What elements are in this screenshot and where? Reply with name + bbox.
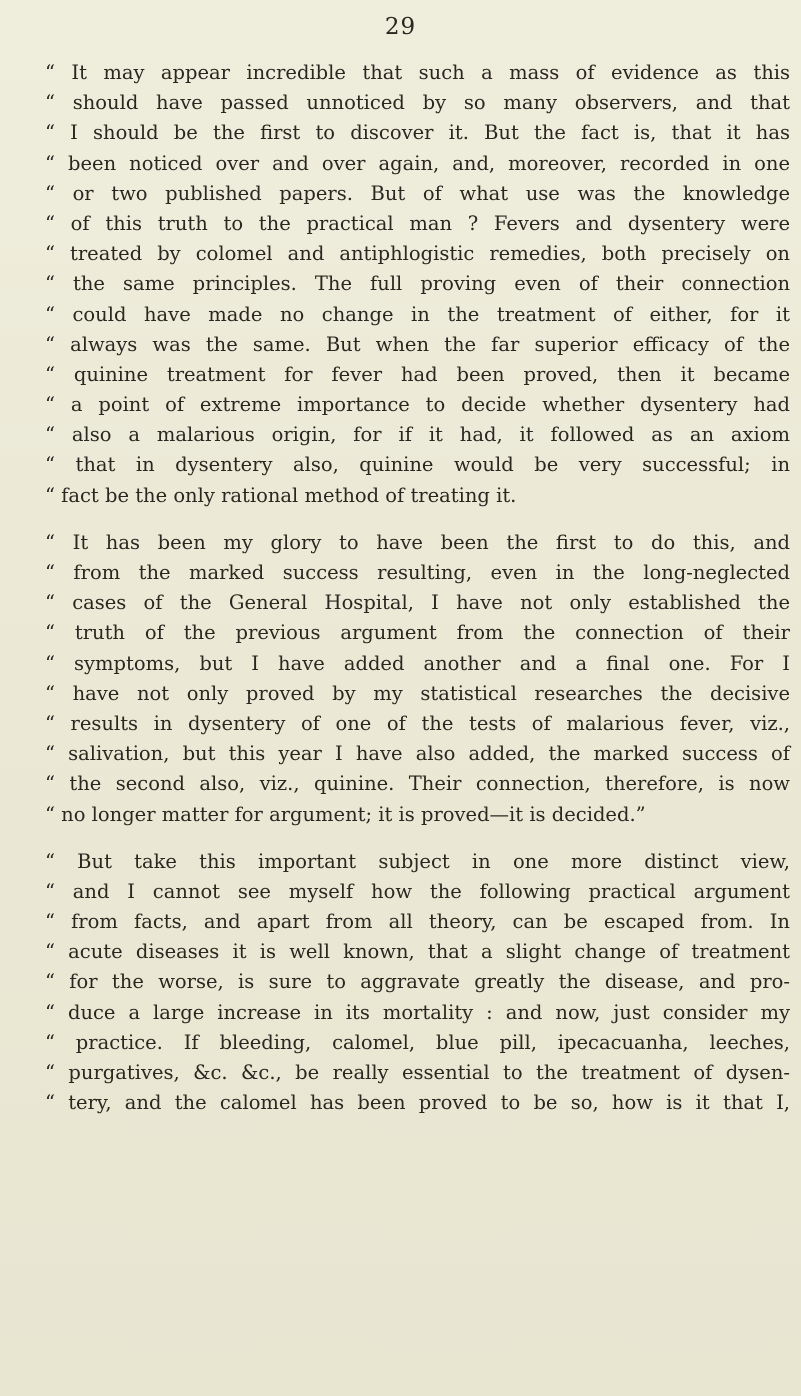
text-line: “ should have passed unnoticed by so many observers, and that (45, 91, 790, 115)
text-line: “ that in dysentery also, quinine would be very successful; in (45, 453, 790, 477)
text-line: “ But take this important subject in one more distinct view, (45, 849, 790, 873)
text-line: “ salivation, but this year I have also added, the marked success of (45, 742, 790, 766)
text-line: “ also a malarious origin, for if it had, it followed as an axiom (45, 423, 790, 447)
text-line: “ fact be the only rational method of treating it. (45, 483, 517, 507)
text-line: “ a point of extreme importance to decide whether dysentery had (45, 393, 790, 417)
text-line: “ could have made no change in the treatment of either, for it (45, 302, 790, 326)
text-line: “ purgatives, &c. &c., be really essential to the treatment of dysen- (45, 1061, 790, 1084)
text-line: “ truth of the previous argument from the connection of their (45, 621, 790, 645)
text-line: “ symptoms, but I have added another and a final one. For I (45, 651, 790, 675)
text-line: “ no longer matter for argument; it is proved—it is decided.” (45, 802, 646, 826)
paragraph-3 (45, 847, 790, 1119)
text-line: “ from the marked success resulting, even in the long-neglected (45, 561, 790, 584)
text-line: “ quinine treatment for fever had been proved, then it became (45, 362, 790, 386)
text-line: “ I should be the first to discover it. But the fact is, that it has (45, 121, 790, 145)
text-line: “ the second also, viz., quinine. Their connection, therefore, is now (45, 772, 790, 796)
text-line: “ cases of the General Hospital, I have not only established the (45, 591, 790, 615)
text-line: “ tery, and the calomel has been proved to be so, how is it that I, (45, 1091, 790, 1115)
body-text (45, 58, 790, 1135)
text-line: “ have not only proved by my statistical researches the decisive (45, 681, 790, 705)
text-line: “ practice. If bleeding, calomel, blue pill, ipecacuanha, leeches, (45, 1030, 790, 1054)
text-line: “ of this truth to the practical man ? Fevers and dysentery were (45, 211, 790, 235)
text-line: “ always was the same. But when the far superior efficacy of the (45, 332, 790, 356)
text-line: “ been noticed over and over again, and, moreover, recorded in one (45, 151, 790, 175)
text-line: “ for the worse, is sure to aggravate greatly the disease, and pro- (45, 970, 790, 994)
text-line: “ treated by colomel and antiphlogistic remedies, both precisely on (45, 242, 790, 266)
page-number: 29 (384, 14, 417, 40)
text-line: “ and I cannot see myself how the following practical argument (45, 879, 790, 903)
text-line: “ acute diseases it is well known, that a slight change of treatment (45, 940, 790, 964)
text-line: “ the same principles. The full proving even of their connection (45, 272, 790, 296)
text-line: “ It has been my glory to have been the first to do this, and (45, 530, 790, 554)
text-line: “ It may appear incredible that such a mass of evidence as this (45, 61, 790, 84)
text-line: “ from facts, and apart from all theory, can be escaped from. In (45, 910, 790, 934)
paragraph-1 (45, 58, 790, 511)
text-line: “ results in dysentery of one of the tests of malarious fever, viz., (45, 711, 790, 735)
text-line: “ duce a large increase in its mortality : and now, just consider my (45, 1000, 790, 1024)
paragraph-2 (45, 528, 790, 830)
text-line: “ or two published papers. But of what use was the knowledge (45, 181, 790, 205)
